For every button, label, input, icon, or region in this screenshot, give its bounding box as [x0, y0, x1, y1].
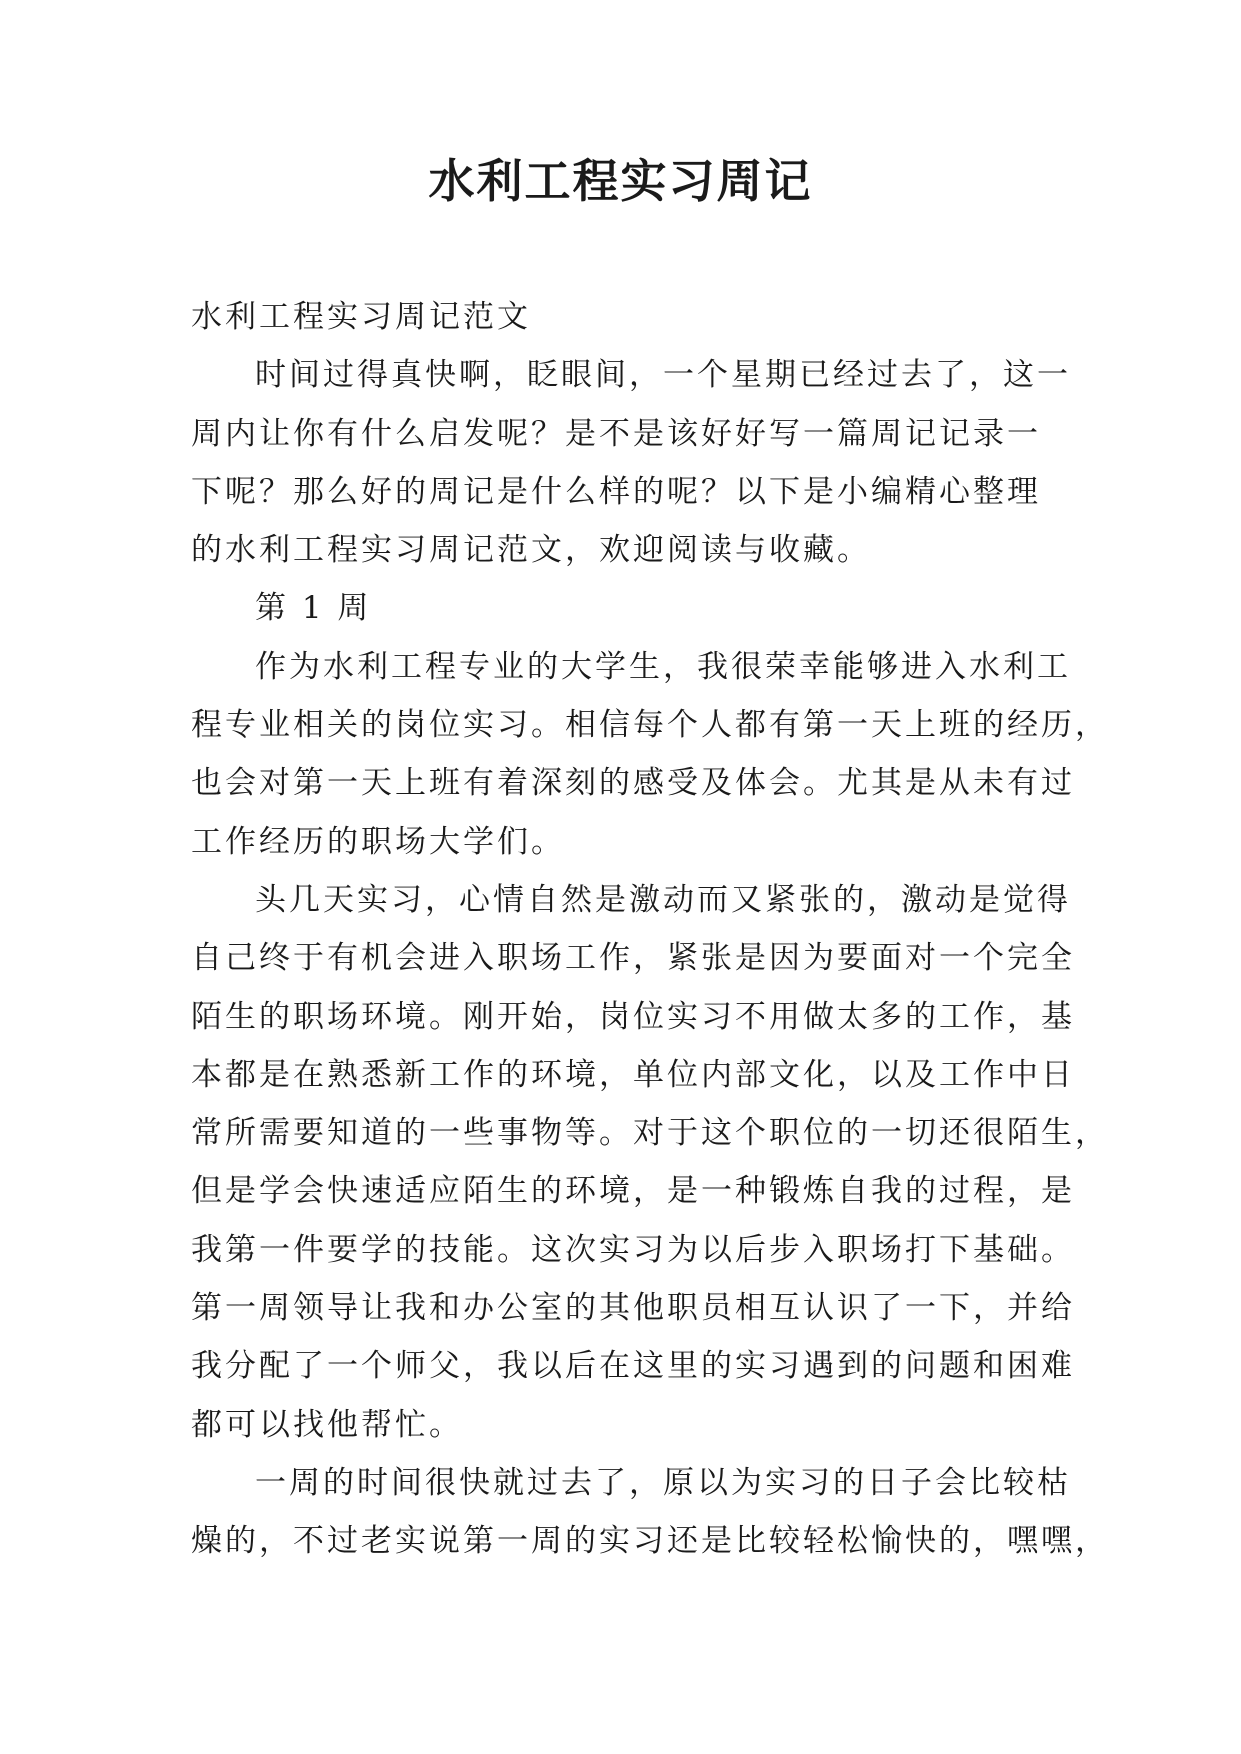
paragraph-line: 作为水利工程专业的大学生，我很荣幸能够进入水利工 — [255, 648, 1071, 685]
paragraph-line: 周内让你有什么启发呢？是不是该好好写一篇周记记录一 — [191, 415, 1041, 452]
paragraph-line: 常所需要知道的一些事物等。对于这个职位的一切还很陌生， — [191, 1115, 1109, 1152]
week-heading — [191, 579, 1051, 637]
paragraph-line: 我分配了一个师父，我以后在这里的实习遇到的问题和困难 — [191, 1348, 1075, 1385]
week-heading-text: 第 1 周 — [255, 590, 372, 627]
paragraph-line: 我第一件要学的技能。这次实习为以后步入职场打下基础。 — [191, 1231, 1075, 1268]
paragraph-line: 下呢？那么好的周记是什么样的呢？以下是小编精心整理 — [191, 473, 1041, 510]
paragraph-line: 时间过得真快啊，眨眼间，一个星期已经过去了，这一 — [255, 357, 1071, 394]
paragraph — [191, 346, 1071, 579]
paragraph-line: 燥的，不过老实说第一周的实习还是比较轻松愉快的，嘿嘿， — [191, 1523, 1109, 1560]
paragraph-line: 也会对第一天上班有着深刻的感受及体会。尤其是从未有过 — [191, 765, 1075, 802]
paragraph-line: 都可以找他帮忙。 — [191, 1406, 463, 1443]
paragraph-line: 的水利工程实习周记范文，欢迎阅读与收藏。 — [191, 532, 871, 569]
paragraph-line: 但是学会快速适应陌生的环境，是一种锻炼自我的过程，是 — [191, 1173, 1075, 1210]
paragraph-line: 陌生的职场环境。刚开始，岗位实习不用做太多的工作，基 — [191, 998, 1075, 1035]
paragraph — [191, 638, 1109, 871]
paragraph — [191, 871, 1109, 1454]
document-title: 水利工程实习周记 — [428, 154, 813, 208]
paragraph-line: 本都是在熟悉新工作的环境，单位内部文化，以及工作中日 — [191, 1056, 1075, 1093]
paragraph-line: 自己终于有机会进入职场工作，紧张是因为要面对一个完全 — [191, 940, 1075, 977]
paragraph-line: 工作经历的职场大学们。 — [191, 823, 565, 860]
paragraph — [191, 1454, 1109, 1571]
paragraph-line: 第一周领导让我和办公室的其他职员相互认识了一下，并给 — [191, 1290, 1075, 1327]
paragraph-line: 头几天实习，心情自然是激动而又紧张的，激动是觉得 — [255, 881, 1071, 918]
document-subtitle: 水利工程实习周记范文 — [191, 299, 531, 335]
paragraph-line: 一周的时间很快就过去了，原以为实习的日子会比较枯 — [255, 1464, 1071, 1501]
paragraph-line: 程专业相关的岗位实习。相信每个人都有第一天上班的经历， — [191, 707, 1109, 744]
document-body — [191, 288, 1109, 1571]
